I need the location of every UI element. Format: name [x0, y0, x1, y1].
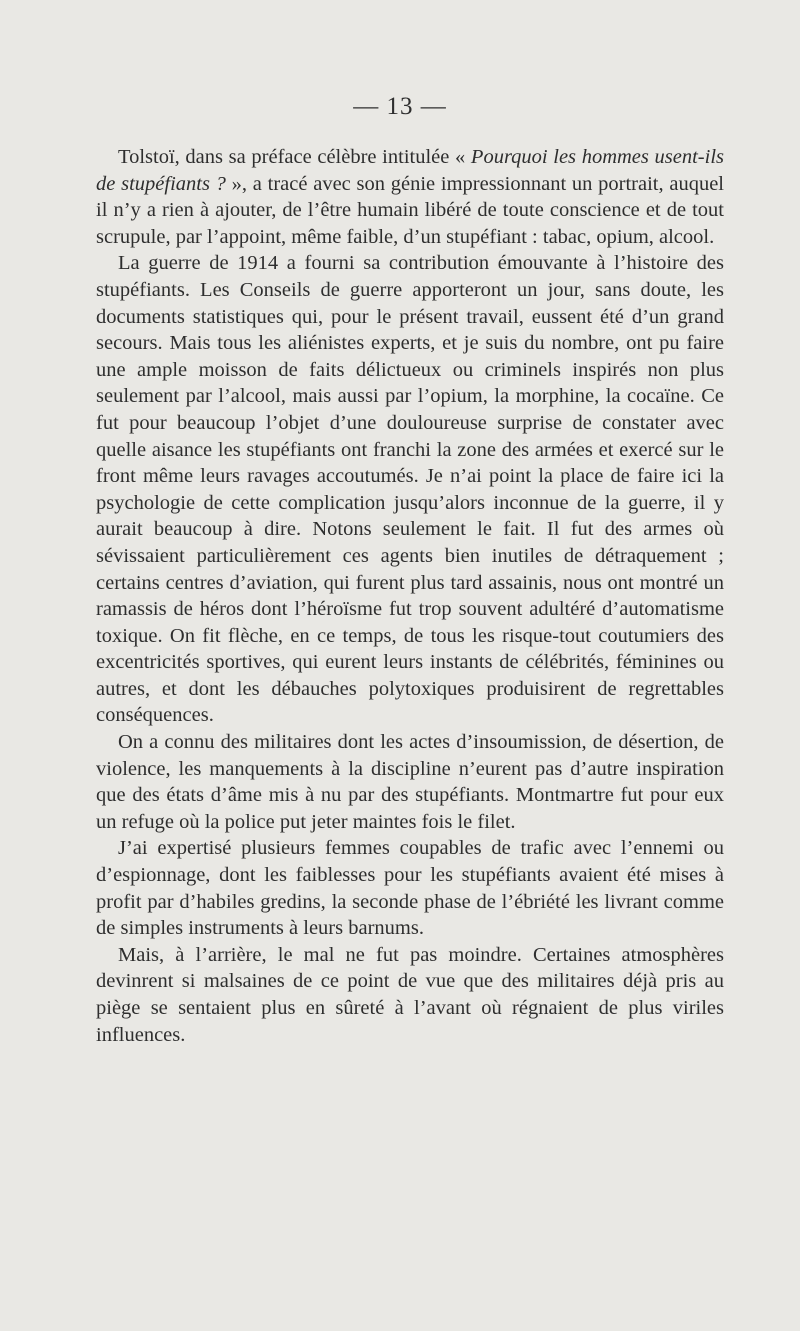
cited-work-title: Pourquoi les hommes usent-ils de stupéfiants ?: [96, 146, 724, 195]
paragraph-1-intro: Tolstoï, dans sa préface célèbre intitulée «: [118, 146, 471, 168]
paragraph-2: La guerre de 1914 a fourni sa contribution émouvante à l’histoire des stupéfiants. Les Conseils de guerre apporteront un jour, sans doute, les documents statistiques qui, pour le présent travail, eussent été d’un grand secours. Mais tous les aliénistes experts, et je suis du nombre, ont pu faire une ample moisson de faits délictueux ou criminels inspirés non plus seulement par l’alcool, mais aussi par l’opium, la morphine, la cocaïne. Ce fut pour beaucoup l’objet d’une douloureuse surprise de constater avec quelle aisance les stupéfiants ont franchi la zone des armées et exercé sur le front même leurs ravages accoutumés. Je n’ai point la place de faire ici la psychologie de cette complication jusqu’alors inconnue de la guerre, il y aurait beaucoup à dire. Notons seulement le fait. Il fut des armes où sévissaient particulièrement ces agents bien inutiles de détraquement ; certains centres d’aviation, qui furent plus tard assainis, nous ont montré un ramassis de héros dont l’héroïsme fut trop souvent adultéré d’automatisme toxique. On fit flèche, en ce temps, de tous les risque-tout coutumiers des excentricités sportives, qui eurent leurs instants de célébrités, féminines ou autres, et dont les débauches polytoxiques produisirent de regrettables conséquences.: [96, 252, 724, 727]
page-number: — 13 —: [353, 93, 447, 120]
paragraph-1-rest: », a tracé avec son génie impressionnant un portrait, auquel il n’y a rien à ajouter, de l’être humain libéré de toute conscience et de tout scrupule, par l’appoint, même faible, d’un stupéfiant : tabac, opium, alcool.: [96, 172, 724, 248]
body-text: [96, 144, 724, 1048]
paragraph-5: Mais, à l’arrière, le mal ne fut pas moindre. Certaines atmosphères devinrent si malsaines de ce point de vue que des militaires déjà pris au piège se sentaient plus en sûreté à l’avant où régnaient de plus viriles influences.: [96, 943, 724, 1046]
paragraph-4: J’ai expertisé plusieurs femmes coupables de trafic avec l’ennemi ou d’espionnage, dont les faiblesses pour les stupéfiants avaient été mises à profit par d’habiles gredins, la seconde phase de l’ébriété les livrant comme de simples instruments à leurs barnums.: [96, 837, 724, 940]
paragraph-3: On a connu des militaires dont les actes d’insoumission, de désertion, de violence, les manquements à la discipline n’eurent pas d’autre inspiration que des états d’âme mis à nu par des stupéfiants. Montmartre fut pour eux un refuge où la police put jeter maintes fois le filet.: [96, 731, 724, 833]
paragraph-1: [96, 144, 724, 250]
